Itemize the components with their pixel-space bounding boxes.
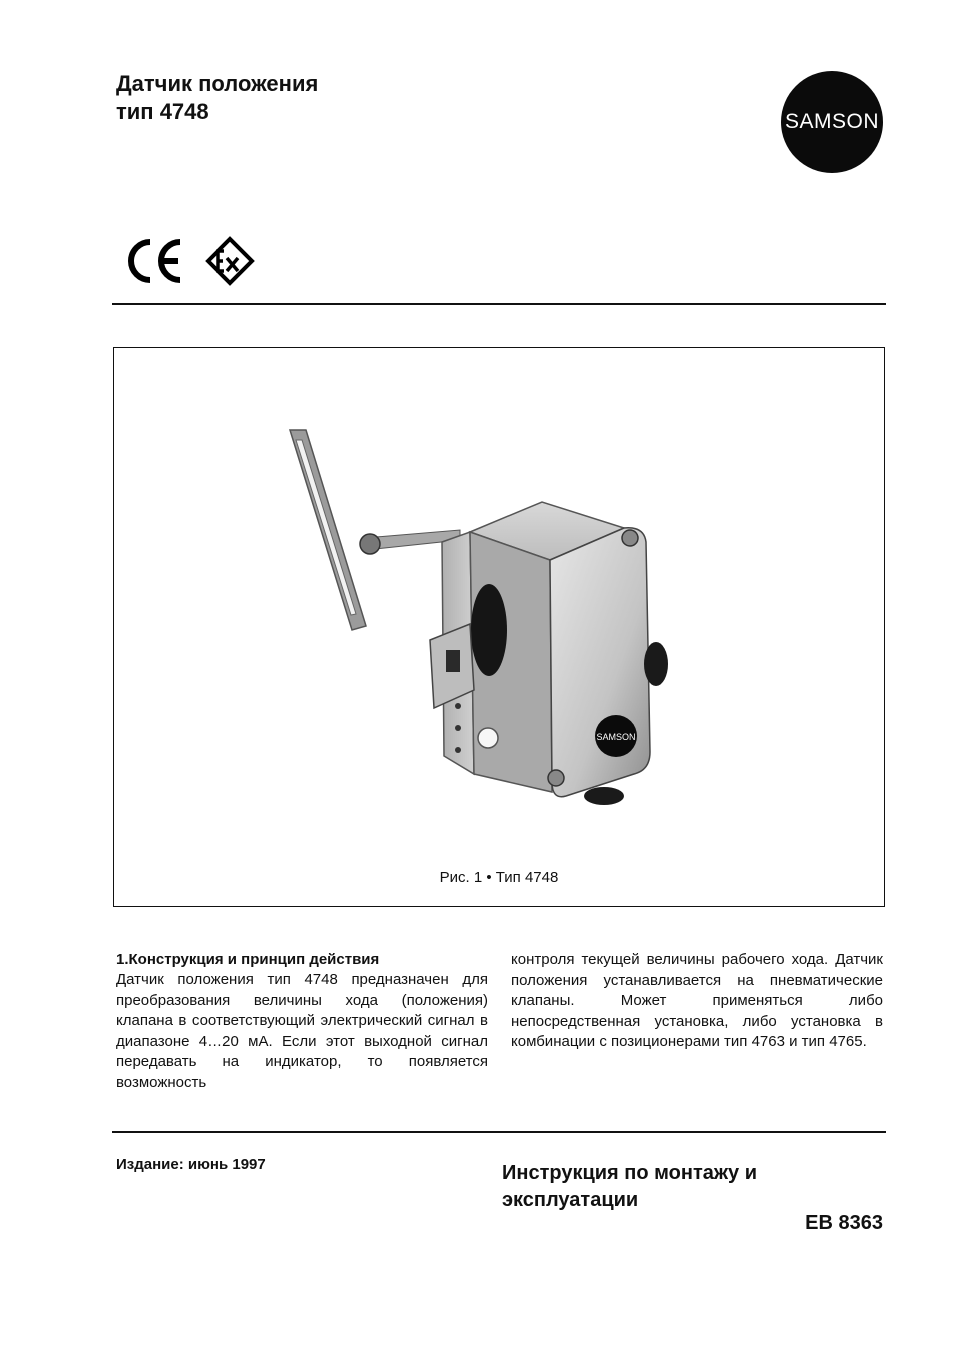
text-column-right (511, 950, 883, 1053)
title-line-1: Датчик положения (116, 71, 319, 96)
certification-marks (124, 234, 264, 288)
ce-mark-icon (131, 242, 180, 280)
device-logo-text: SAMSON (596, 732, 636, 742)
footer-rule (112, 1131, 886, 1133)
title-line-2: тип 4748 (116, 99, 209, 124)
document-number: EB 8363 (805, 1212, 883, 1234)
section-heading: 1.Конструкция и принцип действия (116, 951, 380, 968)
manual-title-line-1: Инструкция по монтажу и (502, 1162, 758, 1184)
figure-caption: Рис. 1 • Тип 4748 (439, 869, 559, 886)
logo-text: SAMSON (784, 110, 879, 133)
figure-frame (113, 347, 885, 907)
document-title (116, 70, 318, 126)
paragraph-left: Датчик положения тип 4748 предназначен для преобразования величины хода (положения) клапана в соответствующий электрический сигнал в диапазоне 4…20 мА. Если этот выходной сигнал передавать на индикатор, то появляется возможность (116, 971, 488, 1091)
manual-title-line-2: эксплуатации (502, 1189, 639, 1211)
samson-logo (781, 71, 883, 173)
text-column-left (116, 950, 488, 1093)
header-rule (112, 303, 886, 305)
manual-title (502, 1160, 757, 1214)
edition-date: Издание: июнь 1997 (116, 1156, 266, 1173)
ex-mark-icon (208, 239, 252, 283)
position-transmitter-photo (274, 418, 714, 818)
paragraph-right: контроля текущей величины рабочего хода. Датчик положения устанавливается на пневматические клапаны. Может применяться либо непосредственная установка, либо установка в комбинации с позиционерами тип 4763 и тип 4765. (511, 951, 883, 1050)
